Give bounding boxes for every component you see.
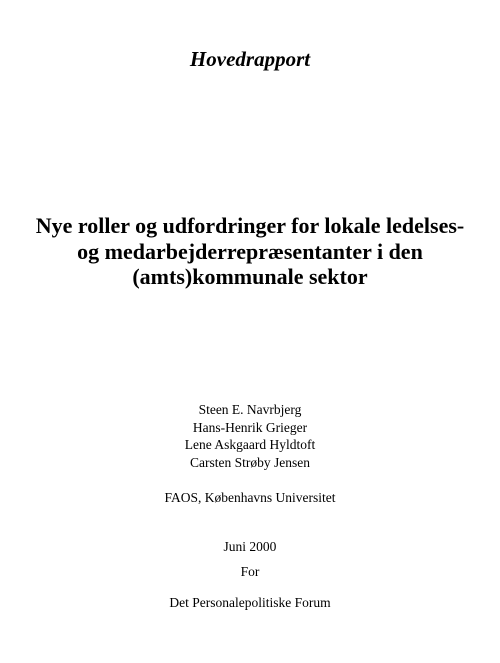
report-type-heading: Hovedrapport (189, 47, 311, 71)
institution: FAOS, Københavns Universitet (164, 490, 336, 505)
for-label: For (240, 564, 260, 579)
author-name: Hans-Henrik Grieger (192, 419, 308, 435)
title-line: (amts)kommunale sektor (132, 264, 368, 289)
publication-date: Juni 2000 (223, 539, 277, 554)
recipient: Det Personalepolitiske Forum (169, 595, 331, 610)
title-line: Nye roller og udfordringer for lokale ledelses- (35, 213, 465, 238)
author-name: Carsten Strøby Jensen (190, 454, 310, 470)
author-name: Steen E. Navrbjerg (198, 402, 302, 417)
report-title (0, 213, 500, 290)
title-line: og medarbejderrepræsentanter i den (77, 238, 423, 264)
author-list (0, 401, 500, 471)
author-name: Lene Askgaard Hyldtoft (184, 437, 316, 452)
